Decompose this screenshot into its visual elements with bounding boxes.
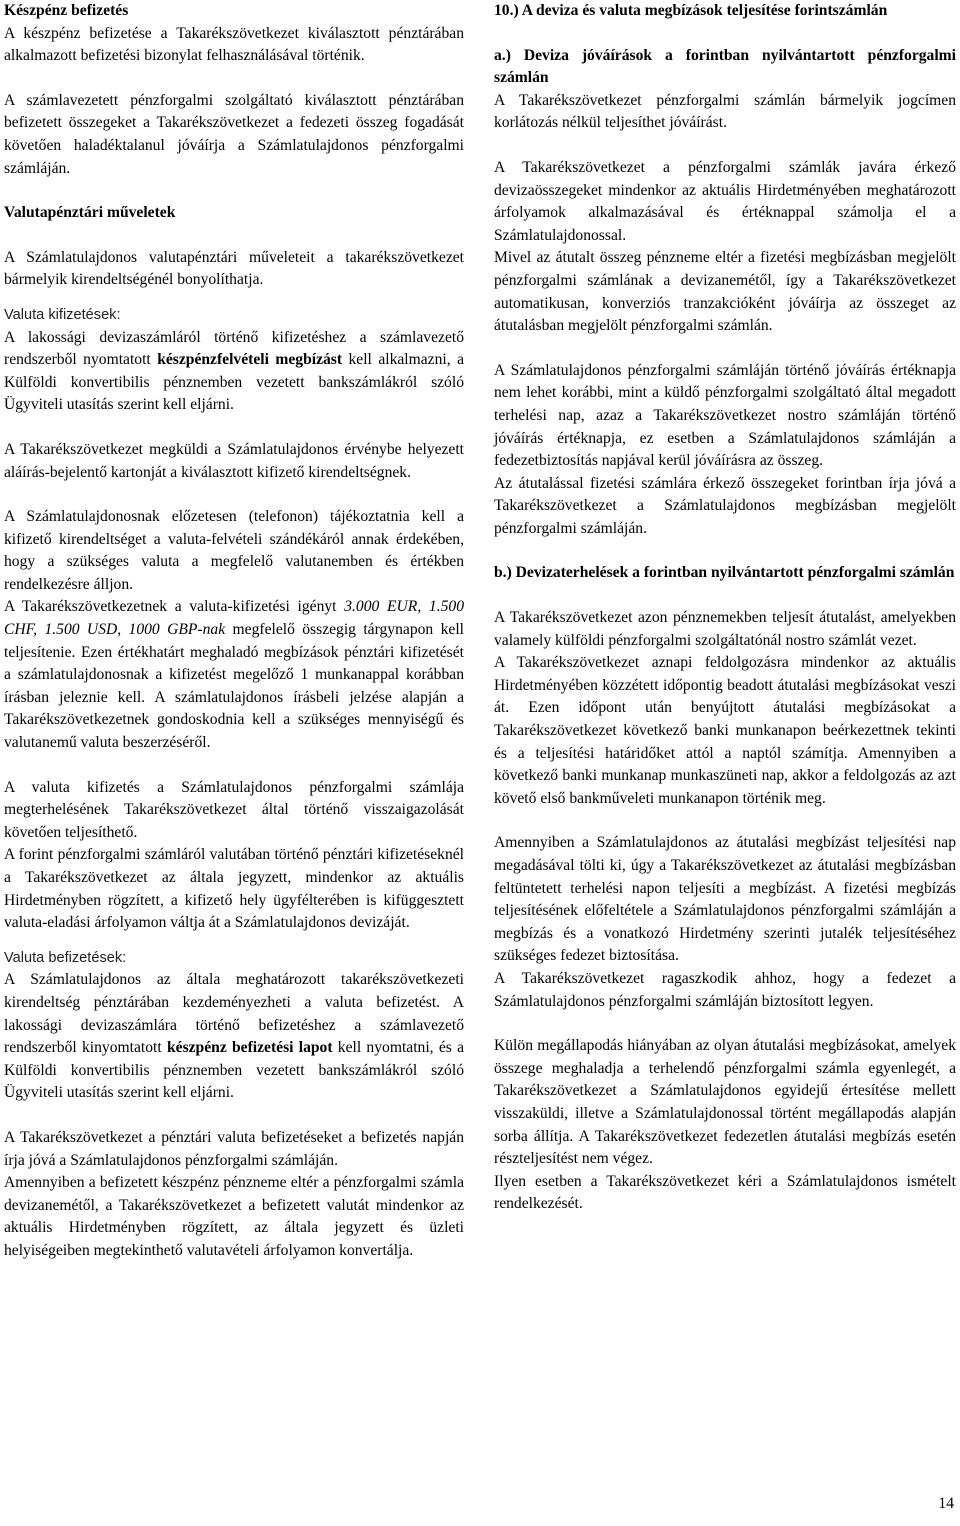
fx-limit-amounts: 3.000 EUR, 1.500 CHF, 1.500 USD, 1000 GBP-nak [4, 598, 465, 639]
section-b-paragraph-5: Külön megállapodás hiányában az olyan átutalási megbízásokat, amelyek összege meghaladja a terhelendő pénzforgalmi számla egyenlegét, a Takarékszövetkezet a Számlatulajdonos egyidejű értesítése mellett visszaküldi, illetve a Számlatulajdonossal történt megállapodás alapján sorba állítja. A Takarékszövetkezet fedezetlen átutalási megbízás esetén részteljesítést nem végez. [494, 1037, 956, 1168]
section-b-paragraph-6: Ilyen esetben a Takarékszövetkezet kéri a Számlatulajdonos ismételt rendelkezését. [494, 1172, 956, 1213]
fx-withdrawals-paragraph-6: A forint pénzforgalmi számláról valutában történő pénztári kifizetéseknél a Takarékszövetkezet az általa jegyzett, mindenkor az aktuális Hirdetményben rögzített, a kifizető hely ügyfélterében is kifüggesztett valuta-eladási árfolyamon váltja át a Számlatulajdonos devizáját. [4, 846, 464, 932]
section-10-heading: 10.) A deviza és valuta megbízások teljesítése forintszámlán [494, 2, 888, 19]
section-a-paragraph-4: A Számlatulajdonos pénzforgalmi számláján történő jóváírás értéknapja nem lehet korábbi, mint a küldő pénzforgalmi szolgáltató által megadott terhelési nap, azaz a Takarékszövetkezet nostro számláján történő jóváírás értéknapja, ez esetben a Számlatulajdonos számláján a fedezetbiztosítás napjával kerül jóváírásra az összeg. [494, 361, 956, 470]
fx-cash-ops-heading: Valutapénztári műveletek [4, 204, 176, 222]
section-a-paragraph-3: Mivel az átutalt összeg pénzneme eltér a fizetési megbízásban megjelölt pénzforgalmi számlának a devizanemétől, így a Takarékszövetkezet automatikusan, konverziós tranzakcióként jóváírja az összeget az átutalásban megjelölt pénzforgalmi számlán. [494, 249, 956, 335]
section-b-paragraph-2: A Takarékszövetkezet aznapi feldolgozásra mindenkor az aktuális Hirdetményében közzétett időpontig beadott átutalási megbízásokat veszi át. Ezen időpont után benyújtott átutalási megbízásokat a Takarékszövetkezet következő banki munkanapon beérkezettnek tekinti és a teljesítési határidőket attól a naptól számítja. Amennyiben a következő banki munkanap munkaszüneti nap, akkor a feldolgozás az azt követő első bankműveleti munkanapon történik meg. [494, 654, 956, 807]
fx-withdrawals-label: Valuta kifizetések: [4, 306, 121, 323]
withdrawal-order-term: készpénzfelvételi megbízást [157, 351, 343, 369]
section-b-paragraph-4: A Takarékszövetkezet ragaszkodik ahhoz, hogy a fedezet a Számlatulajdonos pénzforgalmi számláján biztosított legyen. [494, 969, 956, 1010]
section-a-paragraph-5: Az átutalással fizetési számlára érkező összegeket forintban írja jóvá a Takarékszövetkezet a Számlatulajdonos megbízásban megjelölt pénzforgalmi számláján. [494, 474, 956, 537]
fx-withdrawals-paragraph-3: A Számlatulajdonosnak előzetesen (telefonon) tájékoztatnia kell a kifizető kirendeltséget a valuta-felvételi szándékáról annak érdekében, hogy a szükséges valuta a megfelelő valutanemben és értékben rendelkezésre álljon. [4, 508, 464, 593]
fx-deposits-paragraph-1: A Számlatulajdonos az általa meghatározott takarékszövetkezeti kirendeltség pénztárában kezdeményezheti a valuta befizetést. A lakossági devizaszámlára történő befizetéshez a számlavezető rendszerből kinyomtatott készpénz befizetési lapot kell nyomtatni, és a Külföldi konvertibilis pénznemben vezetett bankszámlákról szóló Ügyviteli utasítás szerint kell eljárni. [4, 971, 464, 1102]
fx-cash-ops-paragraph: A Számlatulajdonos valutapénztári műveleteit a takarékszövetkezet bármelyik kirendeltségénél bonyolíthatja. [4, 248, 464, 289]
deposit-slip-term: készpénz befizetési lapot [166, 1039, 333, 1057]
section-a-paragraph-1: A Takarékszövetkezet pénzforgalmi számlán bármelyik jogcímen korlátozás nélkül teljesíthet jóváírást. [494, 91, 956, 132]
section-b-paragraph-1: A Takarékszövetkezet azon pénznemekben teljesít átutalást, amelyekben valamely külföldi pénzforgalmi szolgáltatónál nostro számlát vezet. [494, 609, 956, 649]
section-a-heading: a.) Deviza jóváírások a forintban nyilvántartott pénzforgalmi számlán [494, 46, 956, 87]
fx-deposits-paragraph-2: A Takarékszövetkezet a pénztári valuta befizetéseket a befizetés napján írja jóvá a Számlatulajdonos pénzforgalmi számláján. [4, 1128, 464, 1169]
right-column [494, 0, 956, 1216]
cash-deposit-heading: Készpénz befizetés [4, 2, 129, 19]
fx-deposits-label: Valuta befizetések: [4, 949, 127, 966]
section-b-paragraph-3: Amennyiben a Számlatulajdonos az átutalási megbízást teljesítési nap megadásával tölti ki, úgy a Takarékszövetkezet az átutalási megbízásban feltüntetett terhelési napon teljesíti a megbízást. A fizetési megbízás teljesítésének előfeltétele a Számlatulajdonos pénzforgalmi számláján a megbízás és a vonatkozó Hirdetmény szerinti jutalék teljesítéséhez szükséges fedezet biztosítása. [494, 834, 956, 965]
section-a-paragraph-2: A Takarékszövetkezet a pénzforgalmi számlák javára érkező devizaösszegeket mindenkor az aktuális Hirdetményében meghatározott árfolyamok alkalmazásával és értéknappal számolja el a Számlatulajdonossal. [494, 158, 956, 244]
fx-withdrawals-paragraph-4: A Takarékszövetkezetnek a valuta-kifizetési igényt 3.000 EUR, 1.500 CHF, 1.500 USD, 1000 GBP-nak megfelelő összegig tárgynapon kell teljesítenie. Ezen értékhatárt meghaladó megbízások pénztári kifizetését a számlatulajdonosnak a kifizetést megelőző 1 munkanappal korábban írásban jeleznie kell. A számlatulajdonos írásbeli jelzése alapján a Takarékszövetkezetnek gondoskodnia kell a szükséges mennyiségű és valutanemű valuta beszerzéséről. [4, 598, 465, 752]
fx-deposits-paragraph-3: Amennyiben a befizetett készpénz pénzneme eltér a pénzforgalmi számla devizanemétől, a Takarékszövetkezet a befizetett valutát mindenkor az aktuális Hirdetményben rögzített, az általa jegyzett és üzleti helyiségeiben megtekinthető valutavételi árfolyamon konvertálja. [4, 1174, 464, 1259]
fx-withdrawals-paragraph-1: A lakossági devizaszámláról történő kifizetéshez a számlavezető rendszerből nyomtatott készpénzfelvételi megbízást kell alkalmazni, a Külföldi konvertibilis pénznemben vezetett bankszámlákról szóló Ügyviteli utasítás szerint kell eljárni. [4, 328, 464, 414]
fx-withdrawals-paragraph-2: A Takarékszövetkezet megküldi a Számlatulajdonos érvénybe helyezett aláírás-bejelentő kartonját a kiválasztott kifizető kirendeltségnek. [4, 440, 464, 481]
section-b-heading: b.) Devizaterhelések a forintban nyilvántartott pénzforgalmi számlán [494, 564, 955, 582]
left-column [4, 0, 464, 1263]
cash-deposit-paragraph-1: A készpénz befizetése a Takarékszövetkezet kiválasztott pénztárában alkalmazott befizetési bizonylat felhasználásával történik. [4, 24, 464, 65]
cash-deposit-paragraph-2: A számlavezetett pénzforgalmi szolgáltató kiválasztott pénztárában befizetett összegeket a Takarékszövetkezet a fedezeti összeg fogadását követően haladéktalanul jóváírja a Számlatulajdonos pénzforgalmi számláján. [4, 91, 464, 177]
fx-withdrawals-paragraph-5: A valuta kifizetés a Számlatulajdonos pénzforgalmi számlája megterhelésének Takarékszövetkezet által történő visszaigazolását követően teljesíthető. [4, 778, 464, 841]
page-number: 14 [938, 1495, 954, 1512]
